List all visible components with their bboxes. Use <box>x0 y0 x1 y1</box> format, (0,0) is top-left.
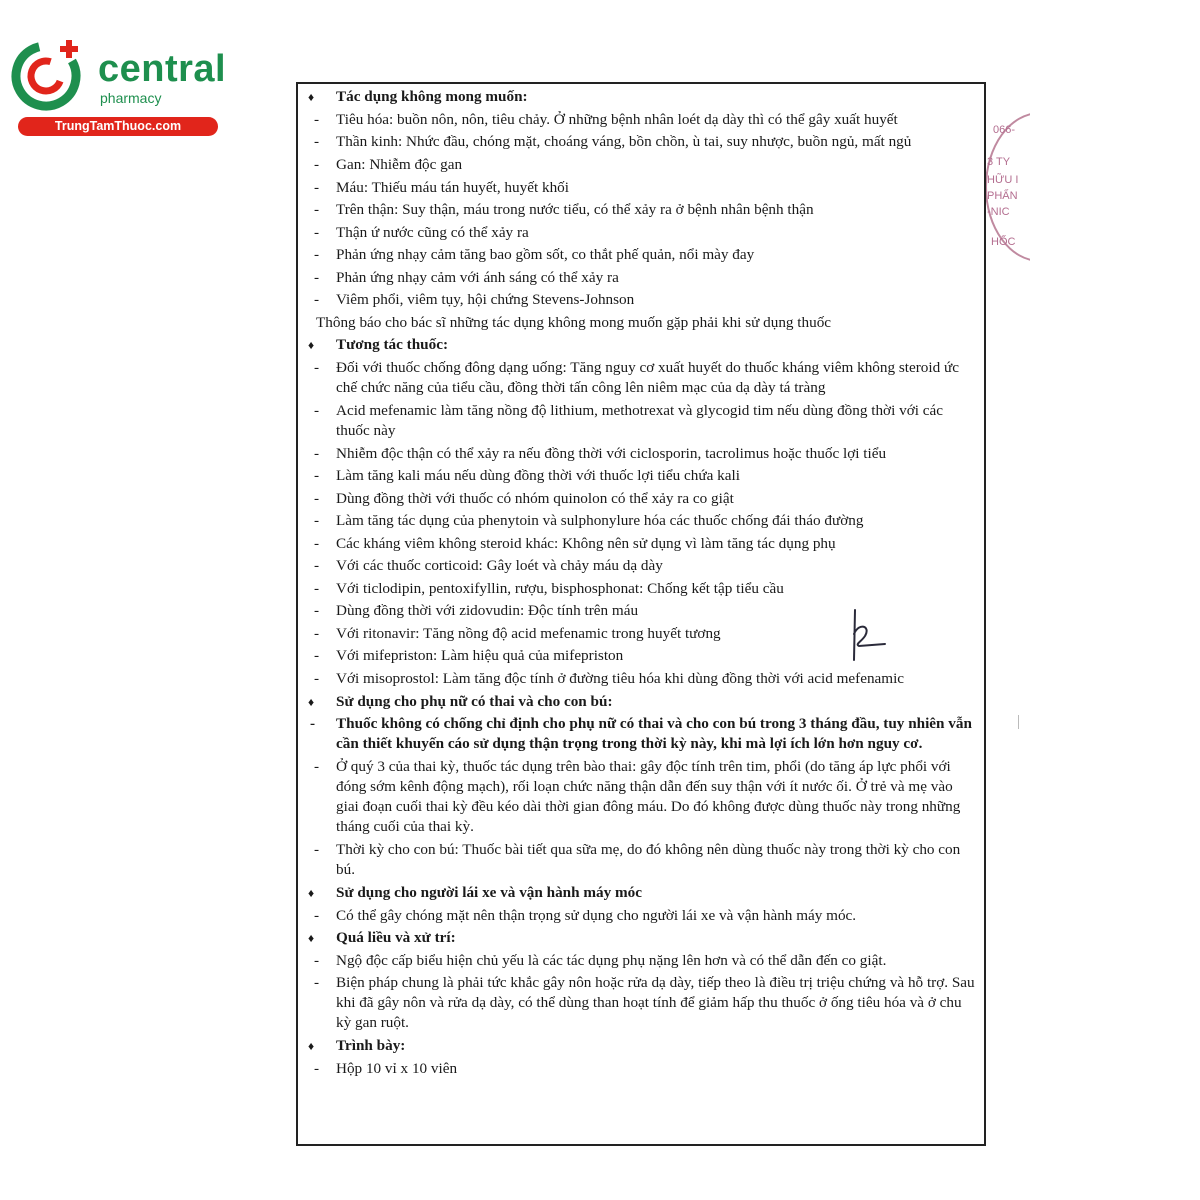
list-item: - Hộp 10 vỉ x 10 viên <box>314 1059 458 1077</box>
stamp-text: HỮU I <box>987 174 1019 186</box>
stamp-text: HỐC <box>991 236 1016 248</box>
brand-name: central <box>98 48 227 90</box>
section-note: Thông báo cho bác sĩ những tác dụng không mong muốn gặp phải khi sử dụng thuốc <box>316 313 832 331</box>
section-heading: ♦ Trình bày: <box>306 1035 978 1058</box>
brand-logo <box>10 36 227 136</box>
list-item: - Với các thuốc corticoid: Gây loét và chảy máu dạ dày <box>314 557 663 574</box>
company-stamp <box>985 112 1030 262</box>
list-item: - Tiêu hóa: buồn nôn, nôn, tiêu chảy. Ở những bệnh nhân loét dạ dày thì có thể gây xuất huyết <box>314 110 898 128</box>
list-item: - Thận ứ nước cũng có thể xảy ra <box>314 223 529 241</box>
list-item: - Ngộ độc cấp biểu hiện chủ yếu là các tác dụng phụ nặng lên hơn và có thể dẫn đến co giật. <box>314 951 887 969</box>
list-item: - Làm tăng kali máu nếu dùng đồng thời với thuốc lợi tiểu chứa kali <box>314 467 740 484</box>
stamp-text: PHẨN <box>987 190 1018 202</box>
list-item: - Viêm phổi, viêm tụy, hội chứng Stevens-Johnson <box>314 291 635 308</box>
list-item: - Có thể gây chóng mặt nên thận trọng sử dụng cho người lái xe và vận hành máy móc. <box>314 906 857 924</box>
list-item: - Thần kinh: Nhức đầu, chóng mặt, choáng váng, bồn chồn, ù tai, suy nhược, buồn ngủ, mất ngủ <box>314 133 912 150</box>
list-item: - Các kháng viêm không steroid khác: Không nên sử dụng vì làm tăng tác dụng phụ <box>314 534 836 552</box>
stamp-text: 066- <box>993 124 1016 136</box>
list-item: - Với mifepriston: Làm hiệu quả của mifepriston <box>314 647 624 664</box>
signature-mark <box>845 604 895 664</box>
list-item: - Ở quý 3 của thai kỳ, thuốc tác dụng trên bào thai: gây độc tính trên tim, phổi (do tăng áp lực phổi với đóng sớm kênh động mạch), rối loạn chức năng thận dẫn đến suy thận với ít nước ối. Ở trẻ và mẹ vào giai đoạn cuối thai kỳ đều kéo dài thời gian đông máu. Do đó không được dùng thuốc này trong những tháng cuối của thai kỳ. <box>314 758 961 835</box>
pharmacy-cross-icon <box>10 36 90 116</box>
list-item: - Biện pháp chung là phải tức khắc gây nôn hoặc rửa dạ dày, tiếp theo là điều trị triệu chứng và hỗ trợ. Sau khi đã gây nôn và rửa dạ dày, có thể dùng than hoạt tính để giảm hấp thu thuốc ở ống tiêu hóa và ở chu kỳ gan ruột. <box>314 974 975 1031</box>
list-item: - Đối với thuốc chống đông dạng uống: Tăng nguy cơ xuất huyết do thuốc kháng viêm không steroid ức chế chức năng của tiểu cầu, đồng thời tấn công lên niêm mạc của dạ dày tá tràng <box>314 358 959 396</box>
section-heading: ♦ Sử dụng cho người lái xe và vận hành máy móc <box>306 882 978 905</box>
list-item: - Làm tăng tác dụng của phenytoin và sulphonylure hóa các thuốc chống đái tháo đường <box>314 512 864 529</box>
diamond-bullet-icon: ♦ <box>308 90 315 104</box>
list-item: - Máu: Thiếu máu tán huyết, huyết khối <box>314 178 569 196</box>
section-heading: ♦ Tác dụng không mong muốn: <box>306 86 978 109</box>
list-item: - Acid mefenamic làm tăng nồng độ lithium, methotrexat và glycogid tim nếu dùng đồng thời với các thuốc này <box>314 401 943 439</box>
section-heading: ♦ Tương tác thuốc: <box>306 334 978 357</box>
list-item: - Dùng đồng thời với zidovudin: Độc tính trên máu <box>314 602 639 619</box>
brand-url[interactable]: TrungTamThuoc.com <box>18 117 218 136</box>
stamp-text: -NIC <box>987 206 1010 218</box>
diamond-bullet-icon: ♦ <box>308 886 315 900</box>
diamond-bullet-icon: ♦ <box>308 1039 315 1053</box>
list-item: - Dùng đồng thời với thuốc có nhóm quinolon có thể xảy ra co giật <box>314 489 734 507</box>
list-item: - Nhiễm độc thận có thể xảy ra nếu đồng thời với ciclosporin, tacrolimus hoặc thuốc lợi tiểu <box>314 444 887 462</box>
document-body <box>306 86 978 1080</box>
list-item: - Với misoprostol: Làm tăng độc tính ở đường tiêu hóa khi dùng đồng thời với acid mefenamic <box>314 669 905 687</box>
list-item: - Phản ứng nhạy cảm với ánh sáng có thể xảy ra <box>314 268 619 286</box>
list-item: - Với ticlodipin, pentoxifyllin, rượu, bisphosphonat: Chống kết tập tiểu cầu <box>314 579 784 597</box>
diamond-bullet-icon: ♦ <box>308 694 315 709</box>
scan-mark <box>1018 715 1019 729</box>
stamp-text: 3 TY <box>987 156 1011 168</box>
brand-subtitle: pharmacy <box>100 90 162 106</box>
list-item: - Thuốc không có chống chỉ định cho phụ nữ có thai và cho con bú trong 3 tháng đầu, tuy nhiên vẫn cần thiết khuyến cáo sử dụng thận trọng trong thời kỳ này, khi mà lợi ích lớn hơn nguy cơ. <box>310 715 972 752</box>
list-item: - Trên thận: Suy thận, máu trong nước tiểu, có thể xảy ra ở bệnh nhân bệnh thận <box>314 201 814 218</box>
list-item: - Thời kỳ cho con bú: Thuốc bài tiết qua sữa mẹ, do đó không nên dùng thuốc này trong thời kỳ cho con bú. <box>314 841 961 878</box>
diamond-bullet-icon: ♦ <box>308 338 315 352</box>
list-item: - Gan: Nhiễm độc gan <box>314 156 463 173</box>
section-heading: ♦ Quá liều và xử trí: <box>306 927 978 950</box>
section-heading: ♦ Sử dụng cho phụ nữ có thai và cho con bú: <box>306 691 978 714</box>
list-item: - Với ritonavir: Tăng nồng độ acid mefenamic trong huyết tương <box>314 624 721 642</box>
list-item: - Phản ứng nhạy cảm tăng bao gồm sốt, co thắt phế quản, nổi mày đay <box>314 246 755 263</box>
diamond-bullet-icon: ♦ <box>308 931 315 945</box>
